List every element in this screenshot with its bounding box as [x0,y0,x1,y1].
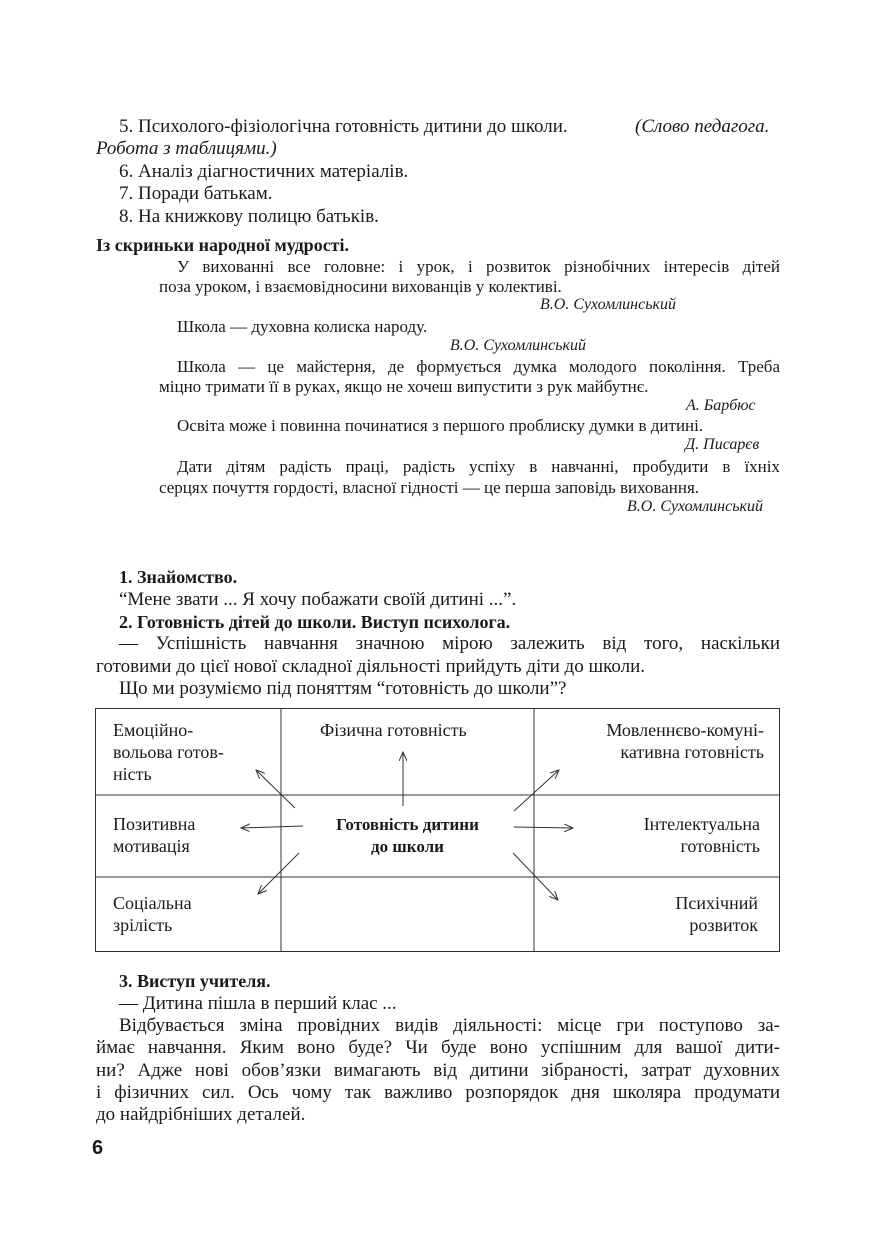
quote-3-line-1: Школа — це майстерня, де формується думка молодого покоління. Треба [177,357,780,376]
quote-1-author: В.О. Сухомлинський [540,296,676,313]
cell-social-line-2: зрілість [113,915,173,935]
section-3-p2-line-3: ни? Адже нові обов’язки вимагають від дитини зібраності, затрат духовних [96,1060,780,1081]
cell-speech-line-2: кативна готовність [620,742,764,762]
cell-psychic-line-1: Психічний [675,893,758,913]
page-number: 6 [92,1137,104,1159]
cell-speech [606,719,764,763]
quote-2-line-1: Школа — духовна колиска народу. [177,317,428,336]
quote-5-line-2: серцях почуття гордості, власної гідності — це перша заповідь виховання. [159,478,700,497]
plan-item-5-note-cont: Робота з таблицями.) [96,138,277,159]
cell-emotional-line-1: Емоційно- [113,720,194,740]
diagram-center [305,814,510,858]
section-1-text: “Мене звати ... Я хочу побажати своїй дитині ...”. [119,589,517,610]
section-3-p2-line-4: і фізичних сил. Ось чому так важливо розпорядок дня школяра продумати [96,1082,780,1103]
arrow-to-emotional [256,770,295,808]
plan-item-6: 6. Аналіз діагностичних матеріалів. [119,161,409,182]
plan-item-5-text: 5. Психолого-фізіологічна готовність дитини до школи. [119,116,568,137]
plan-item-5-note: (Слово педагога. [635,116,770,137]
cell-social [113,892,192,936]
cell-physical: Фізична готовність [320,720,467,740]
cell-speech-line-1: Мовленнєво-комуні- [606,720,764,740]
quote-3-author: А. Барбюс [686,397,756,414]
plan-item-8: 8. На книжкову полицю батьків. [119,206,379,227]
quote-4-line-1: Освіта може і повинна починатися з першого проблиску думки в дитині. [177,416,704,435]
readiness-diagram [95,708,780,952]
cell-emotional-line-3: ність [113,764,152,784]
quote-5-author: В.О. Сухомлинський [627,498,763,515]
quote-3-line-2: міцно тримати її в руках, якщо не хочеш випустити з рук майбутнє. [159,377,649,396]
wisdom-heading: Із скриньки народної мудрості. [96,235,350,255]
quote-5-line-1: Дати дітям радість праці, радість успіху в навчанні, пробудити в їхніх [177,457,780,476]
arrow-to-intellectual [514,827,573,828]
section-1-heading: 1. Знайомство. [119,567,238,587]
plan-item-5 [119,116,770,138]
diagram-center-line-2: до школи [371,837,444,856]
section-3-p2-line-2: ймає навчання. Яким воно буде? Чи буде воно успішним для вашої дити- [96,1037,780,1058]
quote-4-author: Д. Писарєв [685,436,760,453]
arrow-to-social [258,853,299,894]
cell-psychic [675,892,758,936]
plan-item-7: 7. Поради батькам. [119,183,273,204]
section-3-p1: — Дитина пішла в перший клас ... [119,993,397,1014]
cell-motivation-line-1: Позитивна [113,814,196,834]
section-2-p2: Що ми розуміємо під поняттям “готовність до школи”? [119,678,567,699]
cell-psychic-line-2: розвиток [689,915,758,935]
cell-intellectual-line-2: готовність [680,836,760,856]
diagram-center-line-1: Готовність дитини [336,815,479,834]
cell-motivation-line-2: мотивація [113,836,190,856]
arrow-to-speech [514,770,559,811]
quote-1-line-1: У вихованні все головне: і урок, і розвиток різнобічних інтересів дітей [177,257,780,276]
section-2-p1-line-1: — Успішність навчання значною мірою залежить від того, наскільки [119,633,780,654]
cell-social-line-1: Соціальна [113,893,192,913]
quote-1-line-2: поза уроком, і взаємовідносини вихованців у колективі. [159,277,562,296]
section-2-p1-line-2: готовими до цієї нової складної діяльності прийдуть діти до школи. [96,656,645,677]
cell-motivation [113,813,195,857]
section-2-heading: 2. Готовність дітей до школи. Виступ психолога. [119,612,511,632]
section-3-p2-line-5: до найдрібніших деталей. [96,1104,306,1125]
quote-2-author: В.О. Сухомлинський [450,337,586,354]
section-3-heading: 3. Виступ учителя. [119,971,271,991]
section-3-p2-line-1: Відбувається зміна провідних видів діяльності: місце гри поступово за- [119,1015,780,1036]
arrow-to-motivation [241,826,303,828]
cell-emotional [113,719,224,785]
cell-intellectual-line-1: Інтелектуальна [643,814,760,834]
cell-intellectual [644,813,760,857]
cell-emotional-line-2: вольова готов- [113,742,224,762]
